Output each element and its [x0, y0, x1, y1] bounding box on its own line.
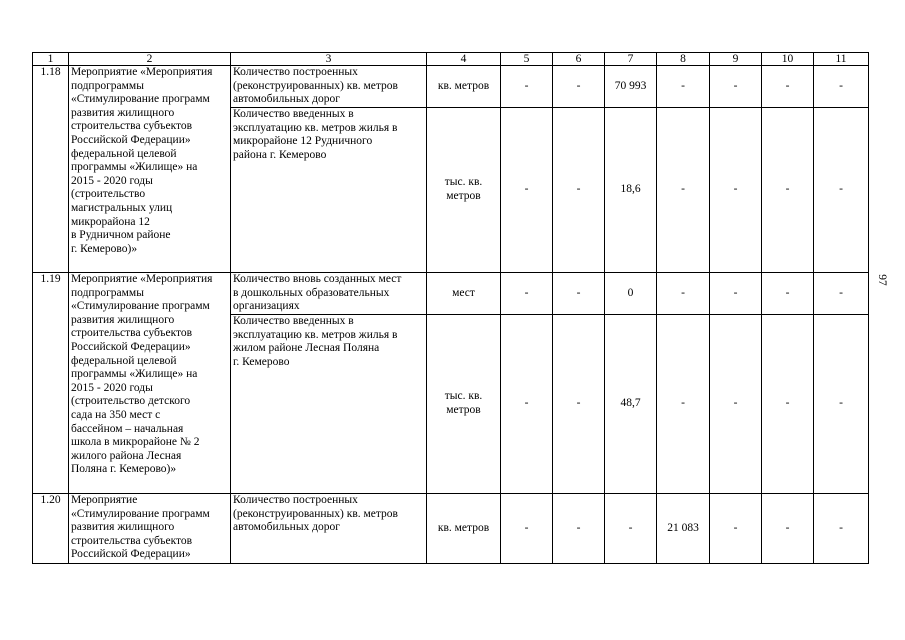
column-number-cell: 7	[605, 53, 657, 66]
value-cell: -	[657, 108, 710, 273]
value-cell: -	[762, 108, 814, 273]
value-cell: -	[710, 66, 762, 108]
value-cell: 48,7	[605, 315, 657, 494]
table-row	[33, 66, 869, 108]
value-cell: -	[501, 66, 553, 108]
value-cell: 70 993	[605, 66, 657, 108]
value-cell: -	[814, 108, 869, 273]
indicator-name-cell: Количество построенных (реконструированных) кв. метров автомобильных дорог	[231, 66, 427, 108]
value-cell: 21 083	[657, 494, 710, 564]
event-name-cell: Мероприятие «Мероприятия подпрограммы «Стимулирование программ развития жилищного строительства субъектов Российской Федерации» федеральной целевой программы «Жилище» на 2015 - 2020 годы (строительство детского сада на 350 мест с бассейном – начальная школа в микрорайоне № 2 жилого района Лесная Поляна г. Кемерово)»	[69, 273, 231, 494]
value-cell: -	[814, 315, 869, 494]
value-cell: -	[501, 494, 553, 564]
value-cell: -	[657, 273, 710, 315]
unit-cell: мест	[427, 273, 501, 315]
value-cell: -	[501, 273, 553, 315]
unit-cell: тыс. кв. метров	[427, 108, 501, 273]
row-number-cell: 1.20	[33, 494, 69, 564]
table-row	[33, 494, 869, 564]
column-number-cell: 5	[501, 53, 553, 66]
value-cell: -	[762, 66, 814, 108]
indicator-name-cell: Количество вновь созданных мест в дошкольных образовательных организациях	[231, 273, 427, 315]
column-number-cell: 9	[710, 53, 762, 66]
indicator-name-cell: Количество введенных в эксплуатацию кв. метров жилья в жилом районе Лесная Поляна г. Кемерово	[231, 315, 427, 494]
indicator-name-cell: Количество построенных (реконструированных) кв. метров автомобильных дорог	[231, 494, 427, 564]
value-cell: -	[553, 315, 605, 494]
value-cell: -	[553, 494, 605, 564]
value-cell: -	[710, 273, 762, 315]
row-number-cell: 1.18	[33, 66, 69, 273]
page-number: 97	[875, 274, 888, 286]
value-cell: -	[605, 494, 657, 564]
value-cell: -	[762, 315, 814, 494]
value-cell: -	[501, 108, 553, 273]
unit-cell: кв. метров	[427, 66, 501, 108]
value-cell: -	[762, 494, 814, 564]
value-cell: -	[710, 108, 762, 273]
unit-cell: кв. метров	[427, 494, 501, 564]
column-number-cell: 3	[231, 53, 427, 66]
row-number-cell: 1.19	[33, 273, 69, 494]
column-number-cell: 1	[33, 53, 69, 66]
value-cell: -	[762, 273, 814, 315]
value-cell: -	[710, 315, 762, 494]
column-number-cell: 8	[657, 53, 710, 66]
column-number-cell: 4	[427, 53, 501, 66]
value-cell: -	[657, 66, 710, 108]
indicator-name-cell: Количество введенных в эксплуатацию кв. метров жилья в микрорайоне 12 Рудничного района г. Кемерово	[231, 108, 427, 273]
column-number-row	[33, 53, 869, 66]
value-cell: -	[814, 273, 869, 315]
value-cell: 18,6	[605, 108, 657, 273]
value-cell: -	[553, 108, 605, 273]
indicators-table	[32, 52, 869, 564]
event-name-cell: Мероприятие «Стимулирование программ развития жилищного строительства субъектов Российской Федерации»	[69, 494, 231, 564]
column-number-cell: 2	[69, 53, 231, 66]
unit-cell: тыс. кв. метров	[427, 315, 501, 494]
value-cell: -	[553, 66, 605, 108]
value-cell: -	[814, 66, 869, 108]
value-cell: -	[657, 315, 710, 494]
value-cell: 0	[605, 273, 657, 315]
value-cell: -	[501, 315, 553, 494]
value-cell: -	[814, 494, 869, 564]
event-name-cell: Мероприятие «Мероприятия подпрограммы «Стимулирование программ развития жилищного строительства субъектов Российской Федерации» федеральной целевой программы «Жилище» на 2015 - 2020 годы (строительство магистральных улиц микрорайона 12 в Рудничном районе г. Кемерово)»	[69, 66, 231, 273]
table-row	[33, 273, 869, 315]
value-cell: -	[553, 273, 605, 315]
column-number-cell: 6	[553, 53, 605, 66]
value-cell: -	[710, 494, 762, 564]
column-number-cell: 10	[762, 53, 814, 66]
column-number-cell: 11	[814, 53, 869, 66]
